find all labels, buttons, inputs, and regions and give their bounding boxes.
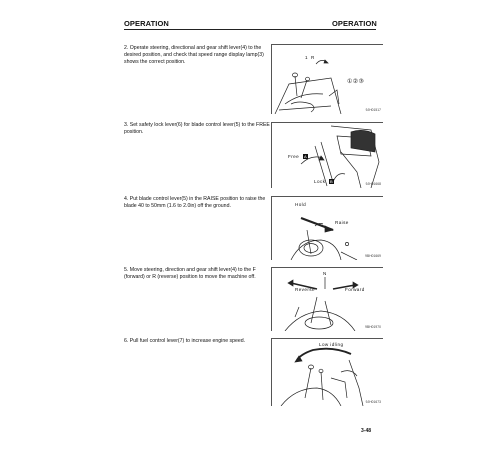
neutral-label: N [323, 271, 327, 276]
section-header-left: OPERATION [124, 19, 169, 28]
free-label: Free [288, 154, 300, 159]
step-5-figure [271, 267, 383, 331]
step-6-figure [271, 338, 383, 406]
hold-label: Hold [295, 202, 307, 207]
figure-code: 9JH01517 [365, 108, 381, 112]
fig-label-r: R [311, 55, 315, 60]
low-idling-label: Low idling [319, 342, 344, 347]
section-header-right: OPERATION [332, 19, 377, 28]
step-3-text: 3. Set safety lock lever(6) for blade control lever(5) to the FREE position. [124, 122, 270, 135]
step-3-figure [271, 122, 383, 188]
step-2-text: 2. Operate steering, directional and gear shift lever(4) to the desired position, and check that speed range display lamp(3) shows the correct position. [124, 45, 264, 65]
fuel-control-illustration [271, 338, 383, 406]
figure-code: 9BH01970 [365, 325, 381, 329]
free-badge: A [304, 154, 307, 159]
forward-label: Forward [345, 287, 365, 292]
lock-label: Lock [314, 179, 326, 184]
step-2-figure [271, 44, 383, 114]
step-5-text: 5. Move steering, direction and gear shift lever(4) to the F (forward) or R (reverse) position to move the machine off. [124, 267, 256, 280]
figure-code: 9BH01669 [365, 254, 381, 258]
step-4-text: 4. Put blade control lever(5) in the RAISE position to raise the blade 40 to 50mm (1.6 to 2.0in) off the ground. [124, 196, 266, 209]
lock-badge: B [330, 179, 333, 184]
step-4-figure [271, 196, 383, 260]
speed-range-lamps: ①②③ [347, 79, 365, 85]
gear-shift-lever-illustration [271, 44, 383, 114]
page-number: 3-48 [361, 428, 372, 434]
step-6-text: 6. Pull fuel control lever(7) to increase engine speed. [124, 338, 246, 344]
reverse-label: Reverse [295, 287, 315, 292]
figure-code: 9JH01673 [365, 400, 381, 404]
raise-label: Raise [335, 220, 349, 225]
blade-control-illustration [271, 196, 383, 260]
header-rule [124, 29, 376, 30]
direction-lever-illustration [271, 267, 383, 331]
figure-code: 9JH01668 [365, 182, 381, 186]
fig-label-1: 1 [305, 55, 308, 60]
